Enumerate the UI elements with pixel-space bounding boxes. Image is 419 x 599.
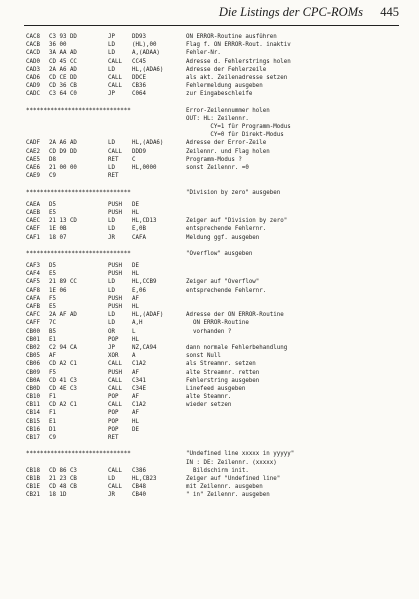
- hex-bytes: B5: [49, 328, 56, 335]
- hex-bytes: 2A AF AD: [49, 312, 77, 319]
- address: CAF1: [26, 234, 40, 241]
- mnemonic: POP: [108, 336, 119, 343]
- hex-bytes: C9: [49, 173, 56, 180]
- comment: zur Eingabeschleife: [186, 91, 253, 98]
- code-line: [26, 33, 406, 41]
- mnemonic: CALL: [108, 58, 122, 65]
- code-line: [26, 434, 406, 442]
- operand: C34E: [132, 385, 146, 392]
- address: CB14: [26, 410, 40, 417]
- description: IN : DE: Zeilennr. (xxxxx): [186, 459, 277, 466]
- comment: ON ERROR-Routine: [186, 320, 249, 327]
- operand: A: [132, 353, 136, 360]
- operand: DE: [132, 201, 139, 208]
- operand: HL,(ADA6): [132, 66, 164, 73]
- address: CAFA: [26, 295, 40, 302]
- comment: Adresse der Error-Zeile: [186, 140, 267, 147]
- operand: HL,(ADAF): [132, 312, 164, 319]
- hex-bytes: E5: [49, 271, 56, 278]
- hex-bytes: 1E 0B: [49, 226, 67, 233]
- code-line: [26, 66, 406, 74]
- code-line: [26, 311, 406, 319]
- hex-bytes: 18 1D: [49, 492, 67, 499]
- section-title: "Overflow" ausgeben: [186, 250, 253, 257]
- address: CB18: [26, 467, 40, 474]
- comment: entsprechende Fehlernr.: [186, 226, 267, 233]
- code-line: [26, 41, 406, 49]
- header-title: Die Listings der CPC-ROMs: [218, 5, 363, 19]
- comment: Adresse der Fehlerzeile: [186, 66, 267, 73]
- address: CAD9: [26, 83, 40, 90]
- operand: L: [132, 328, 136, 335]
- mnemonic: LD: [108, 165, 115, 171]
- hex-bytes: F1: [49, 410, 56, 417]
- hex-bytes: D5: [49, 201, 56, 208]
- address: CB0D: [26, 385, 40, 392]
- comment: Bildschirm init.: [186, 467, 249, 474]
- spacer: [26, 99, 406, 107]
- mnemonic: CALL: [108, 148, 122, 155]
- mnemonic: PUSH: [108, 201, 122, 208]
- mnemonic: LD: [108, 320, 115, 327]
- operand: AF: [132, 410, 139, 417]
- operand: HL,(ADA6): [132, 140, 164, 147]
- hex-bytes: E1: [49, 418, 56, 425]
- comment: alte Streamnr. retten: [186, 369, 260, 376]
- address: CB01: [26, 336, 40, 343]
- address: CAE9: [26, 173, 40, 180]
- code-line: [26, 303, 406, 311]
- code-line: [26, 467, 406, 475]
- hex-bytes: 21 13 CD: [49, 218, 77, 225]
- mnemonic: RET: [108, 173, 119, 180]
- address: CAE2: [26, 148, 40, 155]
- mnemonic: LD: [108, 279, 115, 286]
- mnemonic: LD: [108, 50, 115, 57]
- code-line: [26, 58, 406, 66]
- operand: E,06: [132, 287, 146, 294]
- address: CAC8: [26, 34, 40, 40]
- operand: AF: [132, 369, 139, 376]
- operand: (HL),00: [132, 42, 157, 49]
- hex-bytes: C3 93 DD: [49, 34, 77, 40]
- comment: Zeiger auf "Undefined line": [186, 475, 281, 482]
- section-header: [26, 450, 406, 458]
- comment: Linefeed ausgeben: [186, 385, 246, 392]
- address: CB02: [26, 344, 40, 351]
- hex-bytes: 36 00: [49, 42, 67, 49]
- description-line: [26, 123, 406, 131]
- address: CAF8: [26, 287, 40, 294]
- code-line: [26, 217, 406, 225]
- description: CY=1 für Programm-Modus: [186, 124, 291, 131]
- mnemonic: POP: [108, 410, 119, 417]
- code-line: [26, 225, 406, 233]
- operand: DE: [132, 426, 139, 433]
- address: CB06: [26, 361, 40, 368]
- mnemonic: LD: [108, 475, 115, 482]
- operand: C341: [132, 377, 146, 384]
- address: CAEA: [26, 201, 40, 208]
- address: CB21: [26, 492, 40, 499]
- code-line: [26, 262, 406, 270]
- operand: C1A2: [132, 361, 146, 368]
- comment: sonst Null: [186, 353, 221, 360]
- mnemonic: CALL: [108, 377, 122, 384]
- code-line: [26, 287, 406, 295]
- operand: HL: [132, 418, 139, 425]
- operand: HL,0000: [132, 165, 157, 171]
- spacer: [26, 242, 406, 250]
- comment: Programm-Modus ?: [186, 156, 242, 163]
- description-line: [26, 115, 406, 123]
- operand: C1A2: [132, 402, 146, 409]
- comment: Fehler-Nr.: [186, 50, 221, 57]
- comment: als Streamnr. setzen: [186, 361, 256, 368]
- code-line: [26, 475, 406, 483]
- comment: sonst Zeilennr. =0: [186, 165, 249, 171]
- mnemonic: PUSH: [108, 295, 122, 302]
- address: CB09: [26, 369, 40, 376]
- code-line: [26, 328, 406, 336]
- address: CAEB: [26, 209, 40, 216]
- mnemonic: PUSH: [108, 271, 122, 278]
- hex-bytes: CD A2 C1: [49, 361, 77, 368]
- mnemonic: PUSH: [108, 304, 122, 310]
- code-line: [26, 409, 406, 417]
- mnemonic: JP: [108, 344, 115, 351]
- mnemonic: LD: [108, 287, 115, 294]
- code-line: [26, 483, 406, 491]
- code-line: [26, 295, 406, 303]
- section-title: "Division by zero" ausgeben: [186, 189, 281, 196]
- address: CB17: [26, 435, 40, 441]
- operand: CB48: [132, 484, 146, 491]
- address: CB1E: [26, 484, 40, 491]
- mnemonic: CALL: [108, 83, 122, 90]
- mnemonic: JR: [108, 492, 115, 499]
- operand: HL: [132, 304, 139, 310]
- comment: " in" Zeilennr. ausgeben: [186, 492, 270, 499]
- address: CAD0: [26, 58, 40, 65]
- code-line: [26, 270, 406, 278]
- code-line: [26, 385, 406, 393]
- operand: A,(ADAA): [132, 50, 160, 57]
- hex-bytes: 18 07: [49, 234, 67, 241]
- mnemonic: LD: [108, 140, 115, 147]
- mnemonic: LD: [108, 218, 115, 225]
- operand: E,0B: [132, 226, 146, 233]
- code-line: [26, 234, 406, 242]
- hex-bytes: 2A A6 AD: [49, 140, 77, 147]
- hex-bytes: F5: [49, 369, 56, 376]
- mnemonic: CALL: [108, 467, 122, 474]
- mnemonic: LD: [108, 66, 115, 73]
- address: CB05: [26, 353, 40, 360]
- address: CB16: [26, 426, 40, 433]
- description-line: [26, 131, 406, 139]
- address: CAD3: [26, 66, 40, 73]
- operand: C386: [132, 467, 146, 474]
- comment: als akt. Zeilenadresse setzen: [186, 74, 288, 81]
- separator-stars: ******************************: [26, 250, 131, 257]
- code-line: [26, 369, 406, 377]
- operand: AF: [132, 295, 139, 302]
- hex-bytes: C9: [49, 435, 56, 441]
- operand: HL,CB23: [132, 475, 157, 482]
- hex-bytes: 21 23 CB: [49, 475, 77, 482]
- separator-stars: ******************************: [26, 189, 131, 196]
- operand: HL,CCB9: [132, 279, 157, 286]
- operand: DD93: [132, 34, 146, 40]
- code-line: [26, 201, 406, 209]
- hex-bytes: 21 00 00: [49, 165, 77, 171]
- mnemonic: RET: [108, 435, 119, 441]
- comment: wieder setzen: [186, 402, 232, 409]
- hex-bytes: CD 45 CC: [49, 58, 77, 65]
- address: CAFF: [26, 320, 40, 327]
- mnemonic: POP: [108, 394, 119, 401]
- code-line: [26, 278, 406, 286]
- operand: C064: [132, 91, 146, 98]
- hex-bytes: D1: [49, 426, 56, 433]
- mnemonic: POP: [108, 418, 119, 425]
- mnemonic: CALL: [108, 402, 122, 409]
- hex-bytes: 2A A6 AD: [49, 66, 77, 73]
- code-line: [26, 319, 406, 327]
- mnemonic: OR: [108, 328, 115, 335]
- separator-stars: ******************************: [26, 107, 131, 114]
- comment: dann normale Fehlerbehandlung: [186, 344, 288, 351]
- code-line: [26, 164, 406, 172]
- mnemonic: JP: [108, 91, 115, 98]
- mnemonic: PUSH: [108, 209, 122, 216]
- hex-bytes: CD D9 DD: [49, 148, 77, 155]
- operand: DE: [132, 263, 139, 270]
- spacer: [26, 442, 406, 450]
- section-header: [26, 250, 406, 258]
- operand: C: [132, 156, 136, 163]
- description: CY=0 für Direkt-Modus: [186, 132, 284, 139]
- address: CAF3: [26, 263, 40, 270]
- code-line: [26, 418, 406, 426]
- operand: HL: [132, 271, 139, 278]
- hex-bytes: D5: [49, 263, 56, 270]
- mnemonic: CALL: [108, 74, 122, 81]
- operand: DDCE: [132, 74, 146, 81]
- address: CAE5: [26, 156, 40, 163]
- hex-bytes: F5: [49, 295, 56, 302]
- operand: A,H: [132, 320, 143, 327]
- hex-bytes: E5: [49, 304, 56, 310]
- address: CAD6: [26, 74, 40, 81]
- spacer: [26, 180, 406, 188]
- comment: Meldung ggf. ausgeben: [186, 234, 260, 241]
- code-line: [26, 393, 406, 401]
- code-line: [26, 139, 406, 147]
- description: OUT: HL: Zeilennr.: [186, 115, 249, 122]
- hex-bytes: CD 86 C3: [49, 467, 77, 474]
- mnemonic: CALL: [108, 385, 122, 392]
- comment: Zeiger auf "Overflow": [186, 279, 260, 286]
- hex-bytes: CD 4E C3: [49, 385, 77, 392]
- description-line: [26, 459, 406, 467]
- page-number: 445: [380, 5, 399, 19]
- code-line: [26, 360, 406, 368]
- operand: HL,CD13: [132, 218, 157, 225]
- operand: CC45: [132, 58, 146, 65]
- hex-bytes: 3A AA AD: [49, 50, 77, 57]
- code-line: [26, 352, 406, 360]
- code-line: [26, 172, 406, 180]
- hex-bytes: E1: [49, 336, 56, 343]
- address: CADC: [26, 91, 40, 98]
- hex-bytes: 7C: [49, 320, 56, 327]
- hex-bytes: CD 36 CB: [49, 83, 77, 90]
- mnemonic: CALL: [108, 361, 122, 368]
- code-line: [26, 148, 406, 156]
- hex-bytes: AF: [49, 353, 56, 360]
- code-line: [26, 491, 406, 499]
- hex-bytes: CD A2 C1: [49, 402, 77, 409]
- operand: HL: [132, 336, 139, 343]
- code-line: [26, 49, 406, 57]
- address: CAEF: [26, 226, 40, 233]
- section-header: [26, 189, 406, 197]
- operand: NZ,CA94: [132, 344, 157, 351]
- code-line: [26, 74, 406, 82]
- mnemonic: XOR: [108, 353, 119, 360]
- code-line: [26, 401, 406, 409]
- address: CAF5: [26, 279, 40, 286]
- comment: Adresse d. Fehlerstrings holen: [186, 58, 291, 65]
- address: CAF4: [26, 271, 40, 278]
- comment: Fehlermeldung ausgeben: [186, 83, 263, 90]
- mnemonic: POP: [108, 426, 119, 433]
- code-line: [26, 82, 406, 90]
- mnemonic: LD: [108, 226, 115, 233]
- hex-bytes: 1E 06: [49, 287, 67, 294]
- hex-bytes: CD CE DD: [49, 74, 77, 81]
- section-title: "Undefined line xxxxx in yyyyy": [186, 451, 295, 458]
- hex-bytes: 21 89 CC: [49, 279, 77, 286]
- comment: ON ERROR-Routine ausführen: [186, 34, 277, 40]
- comment: vorhanden ?: [186, 328, 232, 335]
- address: CB11: [26, 402, 40, 409]
- comment: Flag f. ON ERROR-Rout. inaktiv: [186, 42, 291, 49]
- operand: DDD9: [132, 148, 146, 155]
- comment: alte Steamnr.: [186, 394, 232, 401]
- code-line: [26, 90, 406, 98]
- address: CACD: [26, 50, 40, 57]
- address: CB00: [26, 328, 40, 335]
- hex-bytes: C2 94 CA: [49, 344, 77, 351]
- mnemonic: JR: [108, 234, 115, 241]
- address: CADF: [26, 140, 40, 147]
- code-line: [26, 336, 406, 344]
- mnemonic: JP: [108, 34, 115, 40]
- assembly-listing: [26, 33, 406, 500]
- address: CAE6: [26, 165, 40, 171]
- operand: CAFA: [132, 234, 146, 241]
- hex-bytes: CD 48 CB: [49, 484, 77, 491]
- comment: Fehlerstring ausgeben: [186, 377, 260, 384]
- hex-bytes: D8: [49, 156, 56, 163]
- mnemonic: PUSH: [108, 263, 122, 270]
- code-line: [26, 156, 406, 164]
- operand: CB36: [132, 83, 146, 90]
- address: CB0A: [26, 377, 40, 384]
- hex-bytes: C3 64 C0: [49, 91, 77, 98]
- address: CB15: [26, 418, 40, 425]
- mnemonic: RET: [108, 156, 119, 163]
- comment: mit Zeilennr. ausgeben: [186, 484, 263, 491]
- code-line: [26, 426, 406, 434]
- comment: Zeiger auf "Division by zero": [186, 218, 288, 225]
- mnemonic: LD: [108, 42, 115, 49]
- hex-bytes: CD 41 C3: [49, 377, 77, 384]
- code-line: [26, 344, 406, 352]
- code-line: [26, 377, 406, 385]
- comment: entsprechende Fehlernr.: [186, 287, 267, 294]
- mnemonic: CALL: [108, 484, 122, 491]
- comment: Adresse der ON ERROR-Routine: [186, 312, 284, 319]
- operand: HL: [132, 209, 139, 216]
- address: CAEC: [26, 218, 40, 225]
- hex-bytes: E5: [49, 209, 56, 216]
- section-title: Error-Zeilennummer holen: [186, 107, 270, 114]
- operand: AF: [132, 394, 139, 401]
- page-header: [24, 3, 399, 26]
- mnemonic: LD: [108, 312, 115, 319]
- section-header: [26, 107, 406, 115]
- separator-stars: ******************************: [26, 451, 131, 458]
- operand: CB40: [132, 492, 146, 499]
- address: CB10: [26, 394, 40, 401]
- address: CB1B: [26, 475, 40, 482]
- address: CAFB: [26, 304, 40, 310]
- hex-bytes: F1: [49, 394, 56, 401]
- code-line: [26, 209, 406, 217]
- address: CACB: [26, 42, 40, 49]
- comment: Zeilennr. und Flag holen: [186, 148, 270, 155]
- address: CAFC: [26, 312, 40, 319]
- mnemonic: PUSH: [108, 369, 122, 376]
